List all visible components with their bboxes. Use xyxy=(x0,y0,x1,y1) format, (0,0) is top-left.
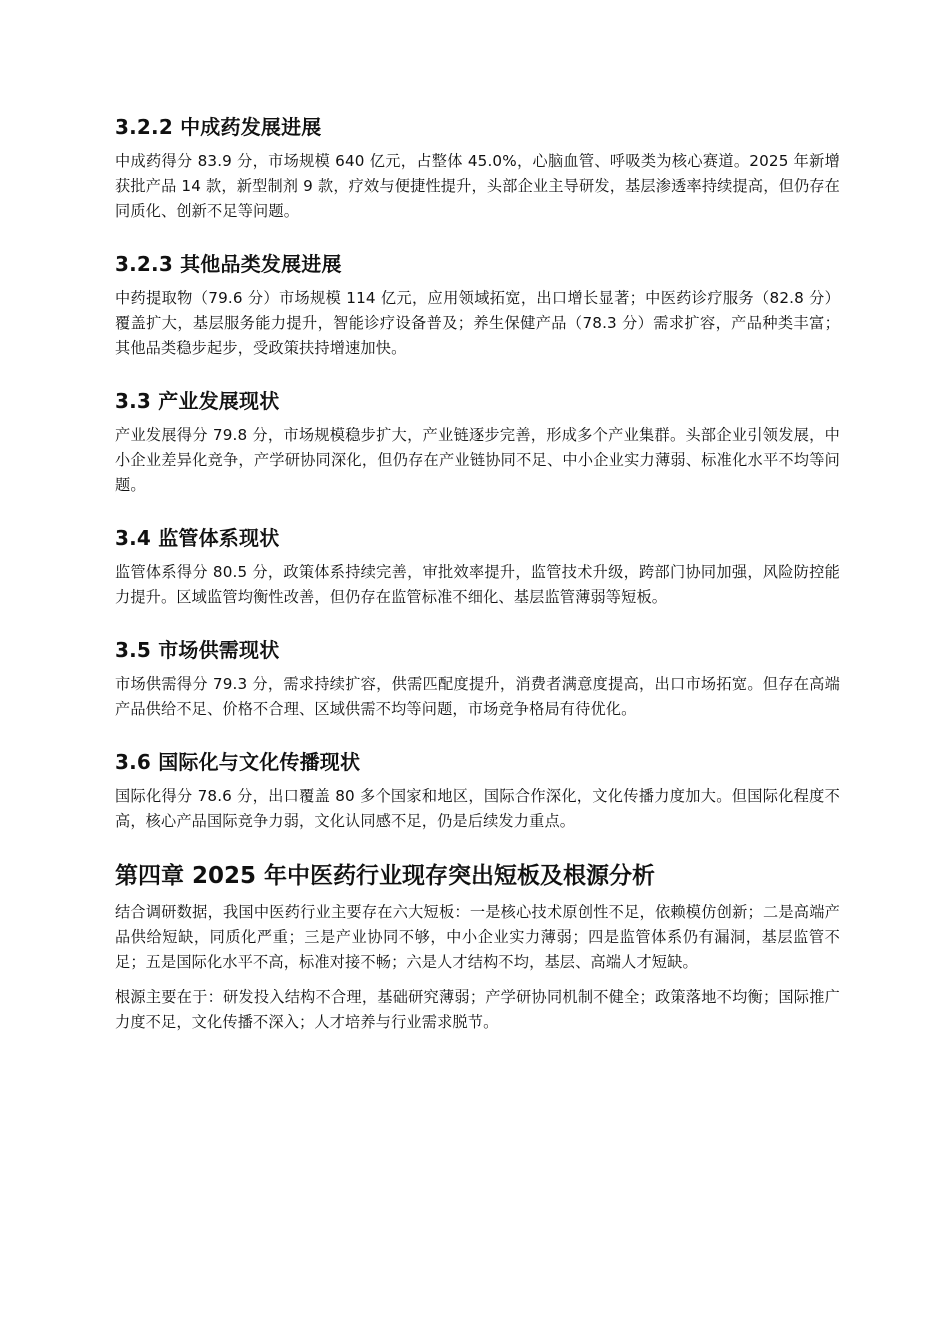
paragraph: 结合调研数据，我国中医药行业主要存在六大短板：一是核心技术原创性不足，依赖模仿创新；二是高端产品供给短缺，同质化严重；三是产业协同不够，中小企业实力薄弱；四是监管体系仍有漏洞，基层监管不足；五是国际化水平不高，标准对接不畅；六是人才结构不均，基层、高端人才短缺。 xyxy=(115,903,840,971)
section-3-2-3 xyxy=(115,249,840,361)
section-heading: 3.2.3 其他品类发展进展 xyxy=(115,252,342,276)
document-page xyxy=(115,112,840,1060)
paragraph: 中成药得分 83.9 分，市场规模 640 亿元，占整体 45.0%，心脑血管、呼吸类为核心赛道。2025 年新增获批产品 14 款，新型制剂 9 款，疗效与便捷性提升，头部企业主导研发，基层渗透率持续提高，但仍存在同质化、创新不足等问题。 xyxy=(115,152,840,220)
section-3-5 xyxy=(115,635,840,722)
section-heading: 3.3 产业发展现状 xyxy=(115,389,280,413)
chapter-4 xyxy=(115,859,840,1035)
paragraph: 中药提取物（79.6 分）市场规模 114 亿元，应用领域拓宽，出口增长显著；中医药诊疗服务（82.8 分）覆盖扩大，基层服务能力提升，智能诊疗设备普及；养生保健产品（78.3 分）需求扩容，产品种类丰富；其他品类稳步起步，受政策扶持增速加快。 xyxy=(115,289,840,357)
paragraph: 市场供需得分 79.3 分，需求持续扩容，供需匹配度提升，消费者满意度提高，出口市场拓宽。但存在高端产品供给不足、价格不合理、区域供需不均等问题，市场竞争格局有待优化。 xyxy=(115,675,840,718)
paragraph: 根源主要在于：研发投入结构不合理，基础研究薄弱；产学研协同机制不健全；政策落地不均衡；国际推广力度不足，文化传播不深入；人才培养与行业需求脱节。 xyxy=(115,988,840,1031)
section-heading: 3.5 市场供需现状 xyxy=(115,638,280,662)
section-heading: 3.4 监管体系现状 xyxy=(115,526,280,550)
section-heading: 3.2.2 中成药发展进展 xyxy=(115,115,322,139)
chapter-heading: 第四章 2025 年中医药行业现存突出短板及根源分析 xyxy=(115,863,656,889)
section-3-2-2 xyxy=(115,112,840,224)
section-3-4 xyxy=(115,523,840,610)
section-3-6 xyxy=(115,747,840,834)
paragraph: 产业发展得分 79.8 分，市场规模稳步扩大，产业链逐步完善，形成多个产业集群。头部企业引领发展，中小企业差异化竞争，产学研协同深化，但仍存在产业链协同不足、中小企业实力薄弱、标准化水平不均等问题。 xyxy=(115,426,840,494)
section-3-3 xyxy=(115,386,840,498)
paragraph: 监管体系得分 80.5 分，政策体系持续完善，审批效率提升，监管技术升级，跨部门协同加强，风险防控能力提升。区域监管均衡性改善，但仍存在监管标准不细化、基层监管薄弱等短板。 xyxy=(115,563,840,606)
paragraph: 国际化得分 78.6 分，出口覆盖 80 多个国家和地区，国际合作深化，文化传播力度加大。但国际化程度不高，核心产品国际竞争力弱，文化认同感不足，仍是后续发力重点。 xyxy=(115,787,840,830)
section-heading: 3.6 国际化与文化传播现状 xyxy=(115,750,361,774)
